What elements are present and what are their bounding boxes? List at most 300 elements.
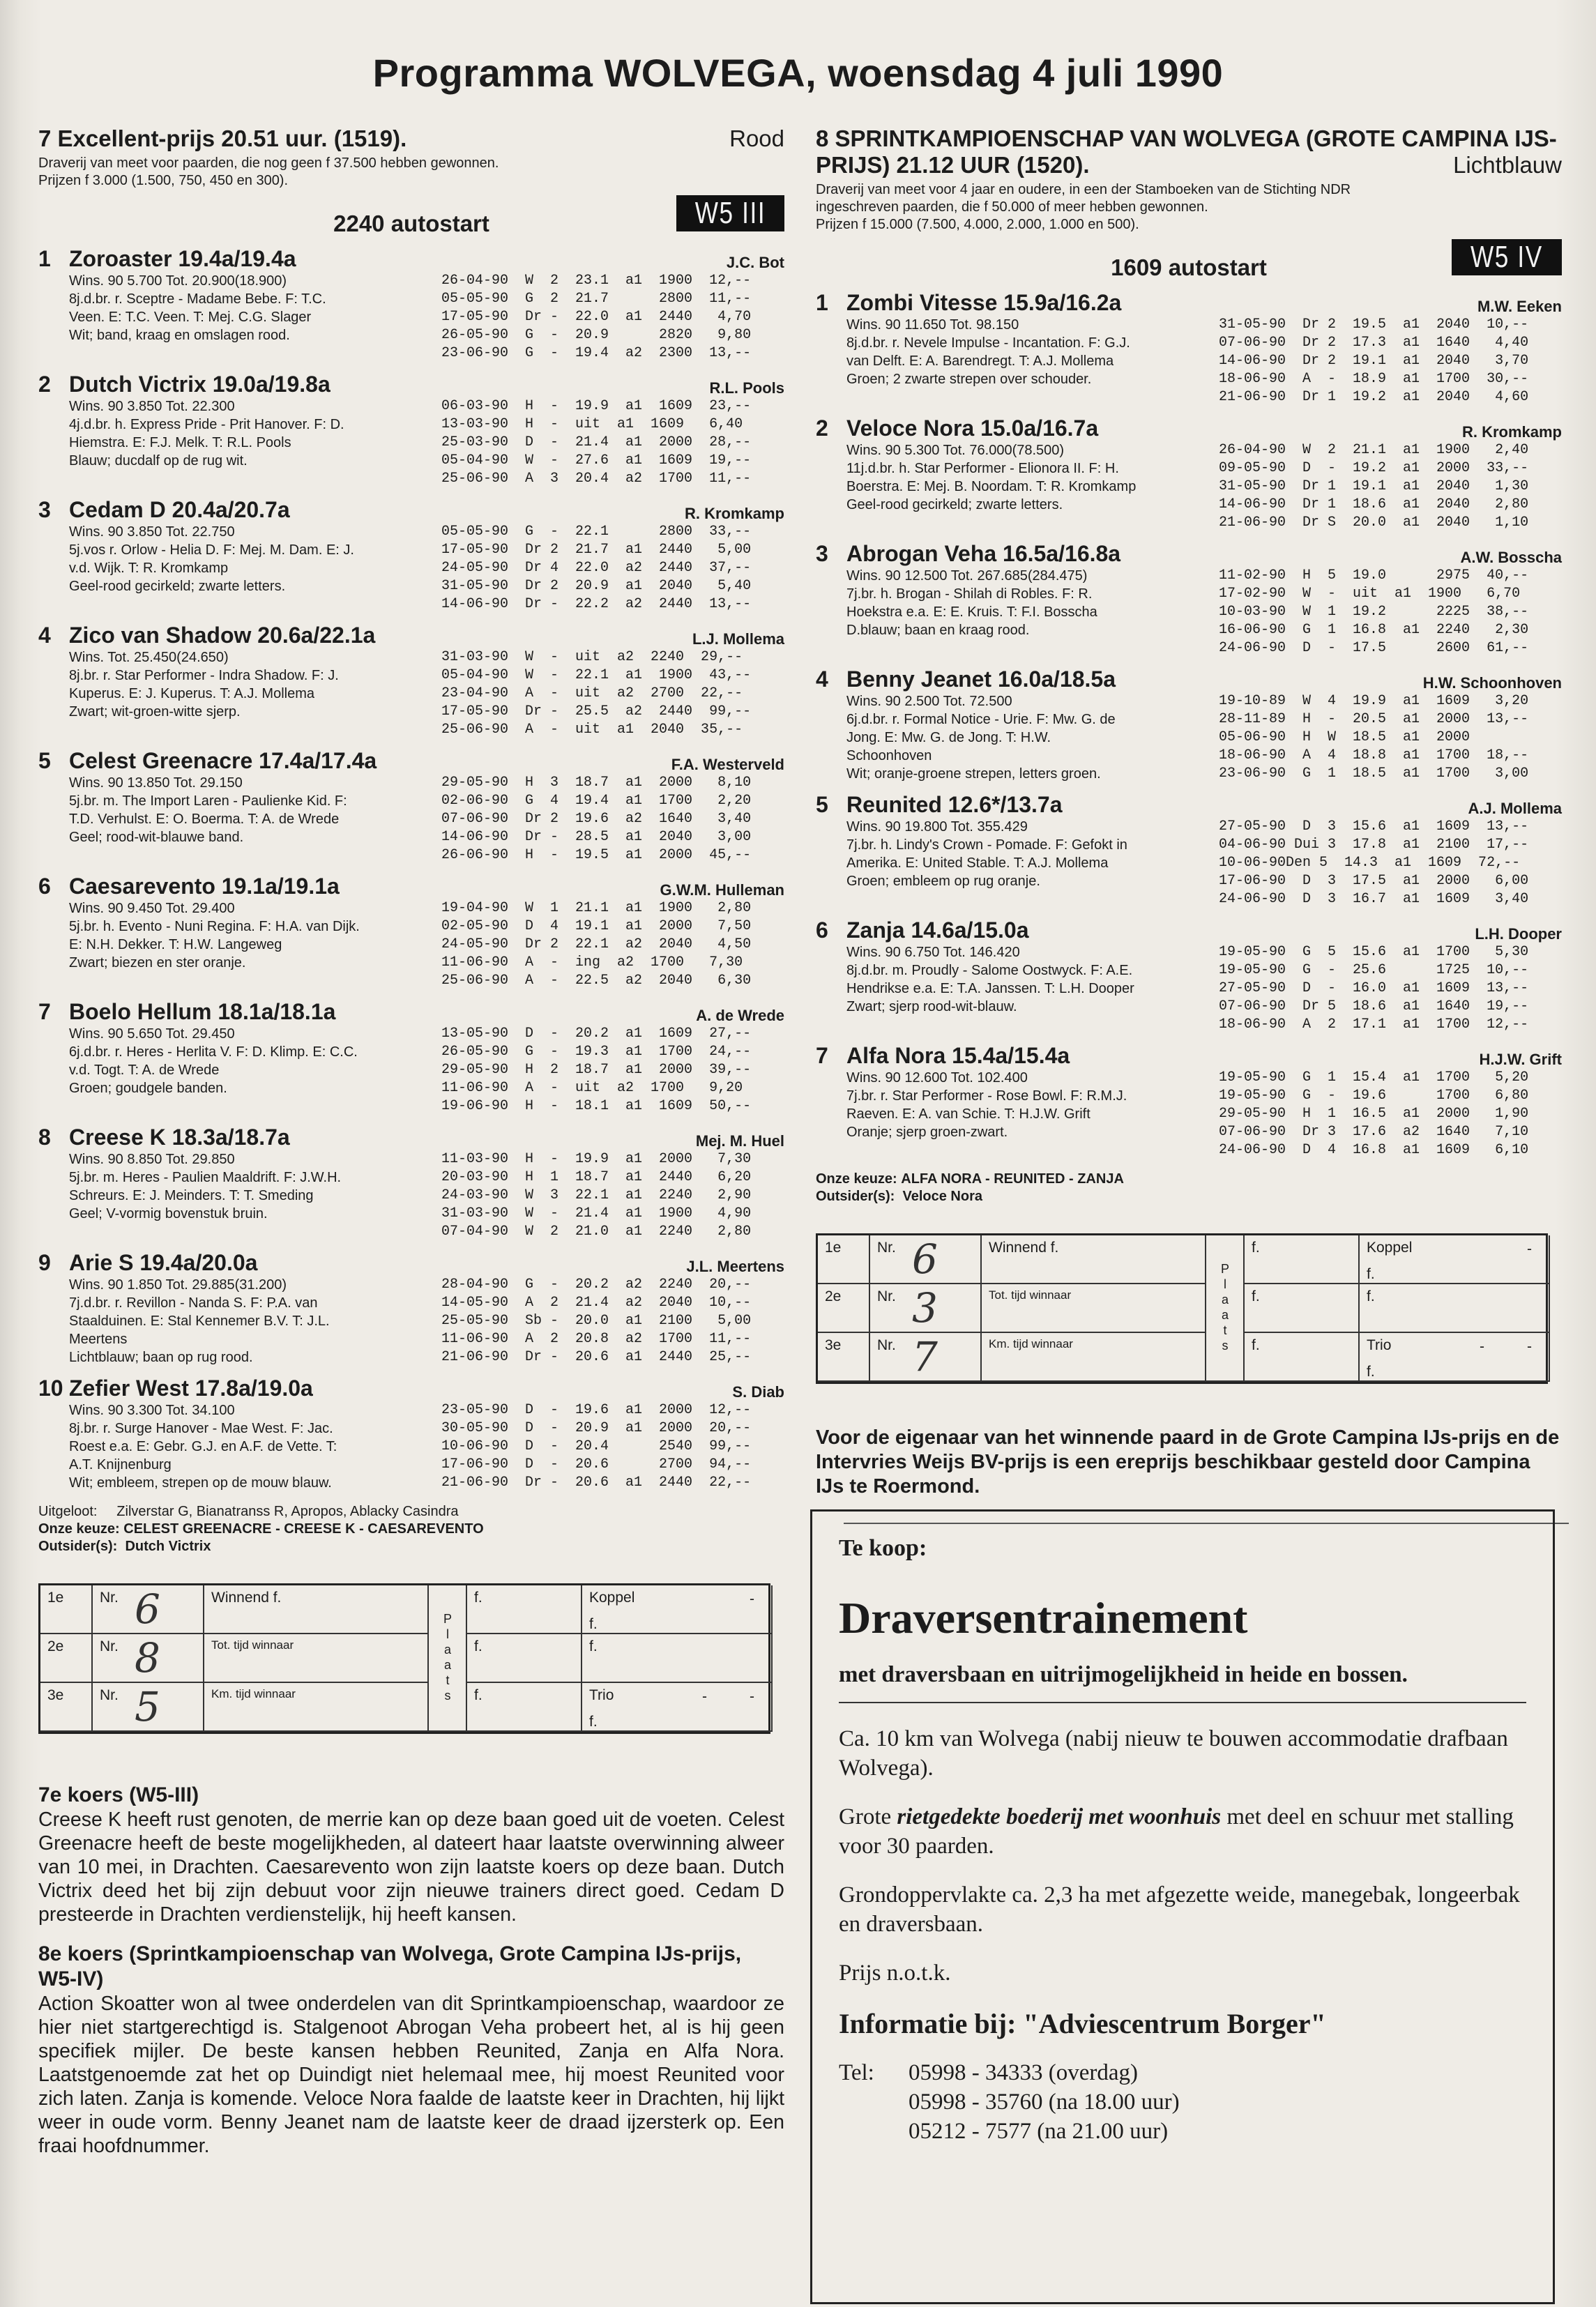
result-line: 19-10-89 W 4 19.9 a1 1609 3,20: [1219, 693, 1529, 709]
handwritten-number: 7: [912, 1333, 938, 1380]
horse-info-line: Wins. 90 9.450 Tot. 29.400: [69, 901, 235, 916]
horse-trainer: J.L. Meertens: [686, 1258, 784, 1275]
race-8-horse-list: [816, 289, 1562, 1159]
horse-info: [38, 774, 441, 865]
horse-name: Zico van Shadow 20.6a/22.1a: [69, 623, 376, 648]
keuze-label: Onze keuze:: [38, 1521, 120, 1537]
horse-info-line: Wit; oranje-groene strepen, letters groen.: [846, 766, 1101, 782]
result-line: 10-06-90 D - 20.4 2540 99,--: [441, 1438, 752, 1454]
horse-info-line: Groen; embleem op rug oranje.: [846, 874, 1040, 889]
commentary-race-8-heading: 8e koers (Sprintkampioenschap van Wolvega, Grote Campina IJs-prijs, W5-IV): [38, 1942, 742, 1990]
amount-label: f.: [589, 1714, 598, 1730]
place-label: 3e: [818, 1333, 870, 1382]
amount-field: f.: [467, 1634, 582, 1683]
horse-name-row: [38, 873, 784, 899]
horse-trainer: A.J. Mollema: [1468, 800, 1562, 817]
commentary-race-8-text: Action Skoatter won al twee onderdelen van dit Sprintkampioenschap, waardoor ze hier niet startgerechtigd is. Stalgenoot Abrogan Veha probeert het, al is hij geen specifiek mijler. De beste kansen hebben Reunited, Zanja en Alfa Nora. Laatstgenoemde zat het op Duindigt niet helemaal mee, hij moest Reunited voor zich laten. Zanja is komende. Veloce Nora faalde de laatste keer in Drachten, hij lijkt weer in oude vorm. Benny Jeanet nam de laatste keer de draad ijzersterk op. Een fraai hoofdnummer.: [38, 1993, 784, 2157]
keuze-label: Onze keuze:: [816, 1171, 897, 1187]
horse-info-line: 8j.d.br. m. Proudly - Salome Oostwyck. F: A.E.: [846, 963, 1133, 978]
result-line: 05-05-90 G 2 21.7 2800 11,--: [441, 291, 752, 307]
race-7-header: [38, 125, 784, 152]
race-7-result-grid: [38, 1583, 770, 1734]
horse-number: 3: [38, 497, 51, 522]
horse-name-row: [816, 540, 1562, 567]
horse-results: [1219, 818, 1562, 908]
result-line: 21-06-90 Dr - 20.6 a1 2440 25,--: [441, 1349, 752, 1365]
ad-info: Informatie bij: "Adviescentrum Borger": [839, 2008, 1326, 2039]
horse-name-row: [38, 371, 784, 397]
result-line: 11-03-90 H - 19.9 a1 2000 7,30: [441, 1151, 752, 1167]
horse-info-line: Zwart; sjerp rood-wit-blauw.: [846, 999, 1017, 1014]
result-line: 05-05-90 G - 22.1 2800 33,--: [441, 524, 752, 540]
horse-number: 10: [38, 1376, 63, 1401]
horse-info-line: Blauw; ducdalf op de rug wit.: [69, 453, 248, 469]
nr-label: Nr.: [100, 1590, 119, 1606]
ad-divider: [839, 1702, 1526, 1703]
result-line: 31-05-90 Dr 2 20.9 a1 2040 5,40: [441, 578, 752, 594]
handwritten-number: 5: [135, 1683, 160, 1730]
horse-info: [38, 397, 441, 488]
horse-info-line: Hendrikse e.a. E: T.A. Janssen. T: L.H. Dooper: [846, 981, 1134, 996]
place-number-cell: [93, 1683, 204, 1732]
result-line: 09-05-90 D - 19.2 a1 2000 33,--: [1219, 460, 1529, 476]
result-line: 17-05-90 Dr - 22.0 a1 2440 4,70: [441, 309, 752, 325]
horse-info-line: Lichtblauw; baan op rug rood.: [69, 1350, 253, 1365]
bet-field: [1360, 1333, 1550, 1382]
result-line: 17-02-90 W - uit a1 1900 6,70: [1219, 586, 1521, 602]
outsider-value: Veloce Nora: [902, 1189, 982, 1204]
horse-entry: [38, 873, 784, 990]
horse-name: Arie S 19.4a/20.0a: [69, 1250, 258, 1275]
horse-entry: [38, 622, 784, 739]
result-line: 28-04-90 G - 20.2 a2 2240 20,--: [441, 1277, 752, 1293]
horse-number: 6: [816, 918, 828, 943]
horse-body: [38, 523, 784, 614]
result-line: 24-03-90 W 3 22.1 a1 2240 2,90: [441, 1187, 752, 1203]
horse-info-line: 6j.d.br. r. Formal Notice - Urie. F: Mw. G. de: [846, 712, 1116, 727]
result-line: 02-05-90 D 4 19.1 a1 2000 7,50: [441, 918, 752, 934]
result-line: 31-05-90 Dr 2 19.5 a1 2040 10,--: [1219, 317, 1529, 333]
horse-info-line: Wins. Tot. 25.450(24.650): [69, 650, 229, 665]
horse-name: Veloce Nora 15.0a/16.7a: [846, 416, 1099, 441]
result-line: 05-04-90 W - 22.1 a1 1900 43,--: [441, 667, 752, 683]
winner-field: Km. tijd winnaar: [982, 1333, 1206, 1382]
amount-field: f.: [1245, 1235, 1360, 1284]
horse-name: Alfa Nora 15.4a/15.4a: [846, 1043, 1070, 1068]
horse-info-line: Wins. 90 2.500 Tot. 72.500: [846, 694, 1012, 709]
horse-info: [816, 818, 1219, 908]
place-label: 3e: [40, 1683, 93, 1732]
horse-entry: [816, 666, 1562, 783]
horse-body: [38, 1401, 784, 1492]
handwritten-number: 6: [135, 1585, 160, 1633]
horse-number: 8: [38, 1125, 51, 1150]
horse-info-line: 8j.br. r. Star Performer - Indra Shadow. F: J.: [69, 668, 339, 683]
result-line: 25-06-90 A 3 20.4 a2 1700 11,--: [441, 471, 752, 487]
horse-entry: [38, 371, 784, 488]
result-line: 23-06-90 G - 19.4 a2 2300 13,--: [441, 345, 752, 361]
result-line: 24-06-90 D 4 16.8 a1 1609 6,10: [1219, 1142, 1529, 1158]
horse-number: 6: [38, 874, 51, 899]
winner-field: Winnend f.: [982, 1235, 1206, 1284]
ad-phone-label: Tel:: [839, 2060, 874, 2085]
result-line: 26-05-90 G - 19.3 a1 1700 24,--: [441, 1044, 752, 1060]
horse-info-line: Wins. 90 19.800 Tot. 355.429: [846, 819, 1028, 835]
amount-label: f.: [1367, 1364, 1375, 1380]
horse-info-line: Amerika. E: United Stable. T: A.J. Mollema: [846, 855, 1109, 871]
result-line: 18-06-90 A - 18.9 a1 1700 30,--: [1219, 371, 1529, 387]
horse-info-line: 11j.d.br. h. Star Performer - Elionora II. F: H.: [846, 461, 1119, 476]
horse-trainer: F.A. Westerveld: [671, 756, 784, 773]
horse-info-line: Zwart; wit-groen-witte sjerp.: [69, 704, 241, 719]
amount-label: f.: [589, 1638, 598, 1654]
race-7-horse-list: [38, 245, 784, 1492]
horse-info-line: Wins. 90 3.850 Tot. 22.300: [69, 399, 235, 414]
result-line: 11-06-90 A 2 20.8 a2 1700 11,--: [441, 1331, 752, 1347]
horse-entry: [38, 496, 784, 614]
horse-name-row: [38, 622, 784, 648]
place-number-cell: [870, 1284, 982, 1333]
plaats-label: Plaats: [429, 1585, 467, 1732]
plaats-label: Plaats: [1206, 1235, 1245, 1382]
horse-results: [441, 648, 784, 739]
horse-name: Reunited 12.6*/13.7a: [846, 792, 1063, 817]
race-8-result-grid: [816, 1233, 1548, 1384]
ad-title: Draversentrainement: [839, 1593, 1248, 1643]
horse-number: 5: [38, 748, 51, 773]
horse-info-line: 7j.br. r. Star Performer - Rose Bowl. F: R.M.J.: [846, 1088, 1127, 1104]
horse-info-line: 4j.d.br. h. Express Pride - Prit Hanover. F: D.: [69, 417, 344, 432]
dash-mark: -: [750, 1591, 754, 1607]
horse-info-line: 5j.br. m. The Import Laren - Paulienke Kid. F:: [69, 793, 347, 809]
horse-info: [38, 899, 441, 990]
horse-results: [1219, 441, 1562, 532]
horse-trainer: A. de Wrede: [696, 1007, 784, 1024]
horse-name: Zombi Vitesse 15.9a/16.2a: [846, 290, 1122, 315]
horse-info-line: 8j.br. r. Surge Hanover - Mae West. F: Jac.: [69, 1421, 333, 1436]
horse-info-line: A.T. Knijnenburg: [69, 1457, 172, 1472]
horse-body: [38, 1150, 784, 1241]
horse-info: [816, 316, 1219, 406]
horse-info-line: T.D. Verhulst. E: O. Boerma. T: A. de Wrede: [69, 812, 340, 827]
horse-info-line: 8j.d.br. r. Nevele Impulse - Incantation. F: G.J.: [846, 335, 1130, 351]
ad-for-sale: Te koop:: [839, 1535, 927, 1561]
horse-info-line: Jong. E: Mw. G. de Jong. T: H.W.: [846, 730, 1051, 745]
result-line: 19-05-90 G - 25.6 1725 10,--: [1219, 962, 1529, 978]
horse-entry: [816, 540, 1562, 657]
horse-results: [1219, 692, 1562, 783]
horse-info-line: 5j.vos r. Orlow - Helia D. F: Mej. M. Dam. E: J.: [69, 542, 354, 558]
horse-entry: [816, 917, 1562, 1034]
horse-info-line: v.d. Togt. T: A. de Wrede: [69, 1063, 220, 1078]
race-8-notes: [816, 1171, 1562, 1205]
place-number-cell: [93, 1634, 204, 1683]
result-line: 17-05-90 Dr - 25.5 a2 2440 99,--: [441, 703, 752, 719]
horse-body: [816, 1069, 1562, 1159]
horse-name-row: [816, 666, 1562, 692]
horse-name: Abrogan Veha 16.5a/16.8a: [846, 541, 1121, 566]
horse-info: [38, 1401, 441, 1492]
race-8-heading: 8 SPRINTKAMPIOENSCHAP VAN WOLVEGA (GROTE CAMPINA IJS-PRIJS) 21.12 UUR (1520).: [816, 125, 1557, 178]
uitgeloot-value: Zilverstar G, Bianatranss R, Apropos, Ablacky Casindra: [116, 1504, 459, 1519]
dash-mark: -: [1527, 1241, 1532, 1257]
horse-body: [38, 272, 784, 363]
result-line: 14-05-90 A 2 21.4 a2 2040 10,--: [441, 1295, 752, 1311]
horse-body: [38, 1276, 784, 1366]
result-line: 25-05-90 Sb - 20.0 a1 2100 5,00: [441, 1313, 752, 1329]
result-line: 05-06-90 H W 18.5 a1 2000: [1219, 729, 1470, 745]
winner-field: Winnend f.: [204, 1585, 429, 1634]
horse-info: [816, 441, 1219, 532]
race-8-condition-line: ingeschreven paarden, die f 50.000 of meer hebben gewonnen.: [816, 199, 1208, 215]
race-7-start-type: 2240 autostart: [333, 211, 489, 236]
horse-entry: [38, 1375, 784, 1492]
race-8-class-badge: W5 IV: [1452, 239, 1562, 275]
horse-info-line: Wins. 90 3.850 Tot. 22.750: [69, 524, 235, 540]
result-line: 24-05-90 Dr 2 22.1 a2 2040 4,50: [441, 936, 752, 952]
horse-body: [816, 441, 1562, 532]
winner-field: Tot. tijd winnaar: [204, 1634, 429, 1683]
dash-mark: -: [702, 1689, 707, 1705]
horse-info-line: Geel-rood gecirkeld; zwarte letters.: [846, 497, 1063, 512]
outsider-value: Dutch Victrix: [125, 1539, 211, 1554]
horse-number: 9: [38, 1250, 51, 1275]
result-line: 23-05-90 D - 19.6 a1 2000 12,--: [441, 1402, 752, 1418]
horse-body: [816, 692, 1562, 783]
bet-field: [582, 1585, 773, 1634]
result-line: 25-03-90 D - 21.4 a1 2000 28,--: [441, 434, 752, 450]
horse-name-row: [38, 1124, 784, 1150]
place-number-cell: [870, 1333, 982, 1382]
horse-name: Cedam D 20.4a/20.7a: [69, 497, 290, 522]
horse-name-row: [816, 791, 1562, 818]
commentary-race-7-text: Creese K heeft rust genoten, de merrie kan op deze baan goed uit de voeten. Celest Greenacre heeft de beste mogelijkheden, al dateert haar laatste overwinning alweer van 10 mei, in Drachten. Caesarevento won zijn laatste koers op deze baan. Dutch Victrix deed het bij zijn debuut voor zijn nieuwe trainers direct goed. Cedam D presteerde in Drachten verdienstelijk, hij heeft kansen.: [38, 1809, 784, 1926]
horse-info-line: 5j.br. h. Evento - Nuni Regina. F: H.A. van Dijk.: [69, 919, 360, 934]
horse-number: 7: [816, 1043, 828, 1068]
race-7-start-row: [38, 195, 784, 237]
result-line: 16-06-90 G 1 16.8 a1 2240 2,30: [1219, 622, 1529, 638]
result-line: 14-06-90 Dr 2 19.1 a1 2040 3,70: [1219, 353, 1529, 369]
horse-name: Creese K 18.3a/18.7a: [69, 1125, 290, 1150]
horse-info-line: Schoonhoven: [846, 748, 932, 763]
race-8-conditions: [816, 181, 1562, 234]
result-line: 26-04-90 W 2 21.1 a1 1900 2,40: [1219, 442, 1529, 458]
horse-info-line: Wins. 90 8.850 Tot. 29.850: [69, 1152, 235, 1167]
horse-info: [38, 648, 441, 739]
horse-name-row: [38, 998, 784, 1025]
result-line: 23-06-90 G 1 18.5 a1 1700 3,00: [1219, 766, 1529, 782]
result-line: 11-02-90 H 5 19.0 2975 40,--: [1219, 568, 1529, 584]
horse-info-line: Oranje; sjerp groen-zwart.: [846, 1125, 1008, 1140]
horse-info-line: Boerstra. E: Mej. B. Noordam. T: R. Kromkamp: [846, 479, 1137, 494]
ad-price: Prijs n.o.t.k.: [839, 1960, 951, 1986]
horse-number: 4: [816, 667, 828, 692]
horse-info-line: Raeven. E: A. van Schie. T: H.J.W. Grift: [846, 1106, 1090, 1122]
result-line: 21-06-90 Dr - 20.6 a1 2440 22,--: [441, 1475, 752, 1491]
horse-results: [441, 1150, 784, 1241]
result-line: 21-06-90 Dr S 20.0 a1 2040 1,10: [1219, 515, 1529, 531]
result-line: 29-05-90 H 3 18.7 a1 2000 8,10: [441, 775, 752, 791]
horse-name-row: [816, 1042, 1562, 1069]
result-line: 24-06-90 D - 17.5 2600 61,--: [1219, 640, 1529, 656]
horse-info-line: Kuperus. E: J. Kuperus. T: A.J. Mollema: [69, 686, 315, 701]
result-line: 02-06-90 G 4 19.4 a1 1700 2,20: [441, 793, 752, 809]
horse-info-line: Hiemstra. E: F.J. Melk. T: R.L. Pools: [69, 435, 291, 450]
race-7-column: [38, 125, 784, 2173]
bet-field: [582, 1634, 773, 1683]
handwritten-number: 6: [912, 1235, 938, 1283]
horse-body: [38, 774, 784, 865]
horse-info-line: Geel; V-vormig bovenstuk bruin.: [69, 1206, 268, 1221]
race-7-prizes: Prijzen f 3.000 (1.500, 750, 450 en 300).: [38, 173, 289, 188]
horse-info-line: Wins. 90 5.650 Tot. 29.450: [69, 1026, 235, 1042]
race-8-header: [816, 125, 1562, 178]
horse-results: [441, 272, 784, 363]
horse-name-row: [816, 415, 1562, 441]
horse-name: Benny Jeanet 16.0a/18.5a: [846, 667, 1116, 692]
place-number-cell: [93, 1585, 204, 1634]
result-line: 07-06-90 Dr 5 18.6 a1 1640 19,--: [1219, 998, 1529, 1014]
horse-info: [38, 272, 441, 363]
result-line: 18-06-90 A 4 18.8 a1 1700 18,--: [1219, 747, 1529, 763]
keuze-value: CELEST GREENACRE - CREESE K - CAESAREVENTO: [123, 1521, 484, 1537]
result-line: 14-06-90 Dr - 22.2 a2 2440 13,--: [441, 596, 752, 612]
horse-info-line: 7j.br. h. Brogan - Shilah di Robles. F: R.: [846, 586, 1093, 602]
result-line: 27-05-90 D 3 15.6 a1 1609 13,--: [1219, 819, 1529, 835]
result-line: 13-05-90 D - 20.2 a1 1609 27,--: [441, 1026, 752, 1042]
horse-body: [38, 648, 784, 739]
horse-entry: [816, 289, 1562, 406]
horse-results: [441, 1401, 784, 1492]
horse-results: [1219, 943, 1562, 1034]
race-8-color: Lichtblauw: [1453, 152, 1562, 178]
place-label: 1e: [818, 1235, 870, 1284]
dash-mark: -: [1527, 1339, 1532, 1355]
horse-name-row: [38, 245, 784, 272]
place-label: 2e: [818, 1284, 870, 1333]
horse-info-line: Staalduinen. E: Stal Kennemer B.V. T: J.L.: [69, 1314, 330, 1329]
keuze-value: ALFA NORA - REUNITED - ZANJA: [901, 1171, 1124, 1187]
horse-trainer: L.H. Dooper: [1475, 925, 1562, 943]
amount-field: f.: [1245, 1333, 1360, 1382]
horse-number: 3: [816, 541, 828, 566]
bet-field: [1360, 1284, 1550, 1333]
dash-mark: -: [750, 1689, 754, 1705]
race-8-column: [816, 125, 1562, 1524]
result-line: 28-11-89 H - 20.5 a1 2000 13,--: [1219, 711, 1529, 727]
result-line: 17-06-90 D - 20.6 2700 94,--: [441, 1456, 752, 1472]
horse-info-line: van Delft. E: A. Barendregt. T: A.J. Mollema: [846, 353, 1114, 369]
advertisement: [810, 1509, 1555, 2304]
ad-land: Grondoppervlakte ca. 2,3 ha met afgezette weide, manegebak, longeerbak en draversbaan.: [839, 1882, 1520, 1937]
result-line: 07-06-90 Dr 3 17.6 a2 1640 7,10: [1219, 1124, 1529, 1140]
horse-entry: [816, 415, 1562, 532]
horse-info: [38, 523, 441, 614]
horse-name: Zanja 14.6a/15.0a: [846, 918, 1029, 943]
nr-label: Nr.: [877, 1240, 896, 1256]
result-line: 18-06-90 A 2 17.1 a1 1700 12,--: [1219, 1017, 1529, 1033]
horse-trainer: R.L. Pools: [709, 379, 784, 397]
horse-info: [816, 567, 1219, 657]
result-line: 19-06-90 H - 18.1 a1 1609 50,--: [441, 1098, 752, 1114]
result-line: 11-06-90 A - ing a2 1700 7,30: [441, 954, 743, 970]
place-label: 1e: [40, 1585, 93, 1634]
horse-info-line: Wins. 90 11.650 Tot. 98.150: [846, 317, 1019, 333]
ad-phone-block: [839, 2058, 1526, 2146]
horse-info-line: Wit; band, kraag en omslagen rood.: [69, 328, 290, 343]
horse-info-line: Hoekstra e.a. E: E. Kruis. T: F.I. Bosscha: [846, 604, 1097, 620]
race-8-start-row: [816, 239, 1562, 281]
horse-entry: [816, 791, 1562, 908]
nr-label: Nr.: [877, 1288, 896, 1304]
horse-name-row: [38, 747, 784, 774]
result-line: 17-06-90 D 3 17.5 a1 2000 6,00: [1219, 873, 1529, 889]
horse-info-line: E: N.H. Dekker. T: H.W. Langeweg: [69, 937, 282, 952]
horse-entry: [38, 1249, 784, 1366]
result-line: 21-06-90 Dr 1 19.2 a1 2040 4,60: [1219, 389, 1529, 405]
race-7-conditions: [38, 155, 784, 190]
horse-body: [816, 316, 1562, 406]
page-title: Programma WOLVEGA, woensdag 4 juli 1990: [372, 51, 1224, 95]
horse-results: [1219, 316, 1562, 406]
horse-info-line: Schreurs. E: J. Meinders. T: T. Smeding: [69, 1188, 314, 1203]
horse-info-line: D.blauw; baan en kraag rood.: [846, 623, 1030, 638]
horse-trainer: R. Kromkamp: [684, 505, 784, 522]
horse-name-row: [38, 496, 784, 523]
winner-field: Tot. tijd winnaar: [982, 1284, 1206, 1333]
horse-info-line: Wins. 90 5.700 Tot. 20.900(18.900): [69, 273, 287, 289]
ad-location: Ca. 10 km van Wolvega (nabij nieuw te bouwen accommodatie drafbaan Wolvega).: [839, 1726, 1508, 1781]
horse-trainer: H.J.W. Grift: [1479, 1051, 1562, 1068]
result-line: 27-05-90 D - 16.0 a1 1609 13,--: [1219, 980, 1529, 996]
ad-subtitle: met draversbaan en uitrijmogelijkheid in heide en bossen.: [839, 1662, 1408, 1687]
horse-results: [441, 1276, 784, 1366]
result-line: 11-06-90 A - uit a2 1700 9,20: [441, 1080, 743, 1096]
race-8-condition-line: Draverij van meet voor 4 jaar en oudere, in een der Stamboeken van de Stichting NDR: [816, 182, 1351, 197]
horse-number: 1: [816, 290, 828, 315]
horse-trainer: R. Kromkamp: [1461, 423, 1562, 441]
horse-number: 2: [38, 372, 51, 397]
horse-info-line: Zwart; biezen en ster oranje.: [69, 955, 246, 970]
horse-info-line: Wins. 90 12.600 Tot. 102.400: [846, 1070, 1028, 1086]
result-line: 26-06-90 H - 19.5 a1 2000 45,--: [441, 847, 752, 863]
result-line: 26-05-90 G - 20.9 2820 9,80: [441, 327, 752, 343]
horse-results: [441, 774, 784, 865]
horse-number: 5: [816, 792, 828, 817]
horse-info-line: Meertens: [69, 1332, 128, 1347]
result-line: 29-05-90 H 1 16.5 a1 2000 1,90: [1219, 1106, 1529, 1122]
horse-info-line: Wins. 90 6.750 Tot. 146.420: [846, 945, 1020, 960]
horse-entry: [38, 998, 784, 1116]
result-line: 04-06-90 Dui 3 17.8 a1 2100 17,--: [1219, 837, 1529, 853]
result-line: 26-04-90 W 2 23.1 a1 1900 12,--: [441, 273, 752, 289]
horse-number: 2: [816, 416, 828, 441]
place-label: 2e: [40, 1634, 93, 1683]
bet-field: [1360, 1235, 1550, 1284]
ad-phone: 05998 - 34333 (overdag): [909, 2060, 1139, 2085]
result-line: 05-04-90 W - 27.6 a1 1609 19,--: [441, 452, 752, 469]
horse-info-line: Groen; goudgele banden.: [69, 1081, 227, 1096]
place-number-cell: [870, 1235, 982, 1284]
horse-info-line: Wins. 90 1.850 Tot. 29.885(31.200): [69, 1277, 287, 1293]
ad-phone: 05212 - 7577 (na 21.00 uur): [909, 2119, 1169, 2144]
horse-results: [441, 397, 784, 488]
trophy-notice: Voor de eigenaar van het winnende paard in de Grote Campina IJs-prijs en de Intervries Weijs BV-prijs is een ereprijs beschikbaar gesteld door Campina IJs te Roermond.: [816, 1426, 1560, 1498]
horse-info-line: Wins. 90 12.500 Tot. 267.685(284.475): [846, 568, 1088, 584]
race-8-prizes: Prijzen f 15.000 (7.500, 4.000, 2.000, 1.000 en 500).: [816, 217, 1139, 232]
bet-field: [582, 1683, 773, 1732]
horse-name: Celest Greenacre 17.4a/17.4a: [69, 748, 377, 773]
